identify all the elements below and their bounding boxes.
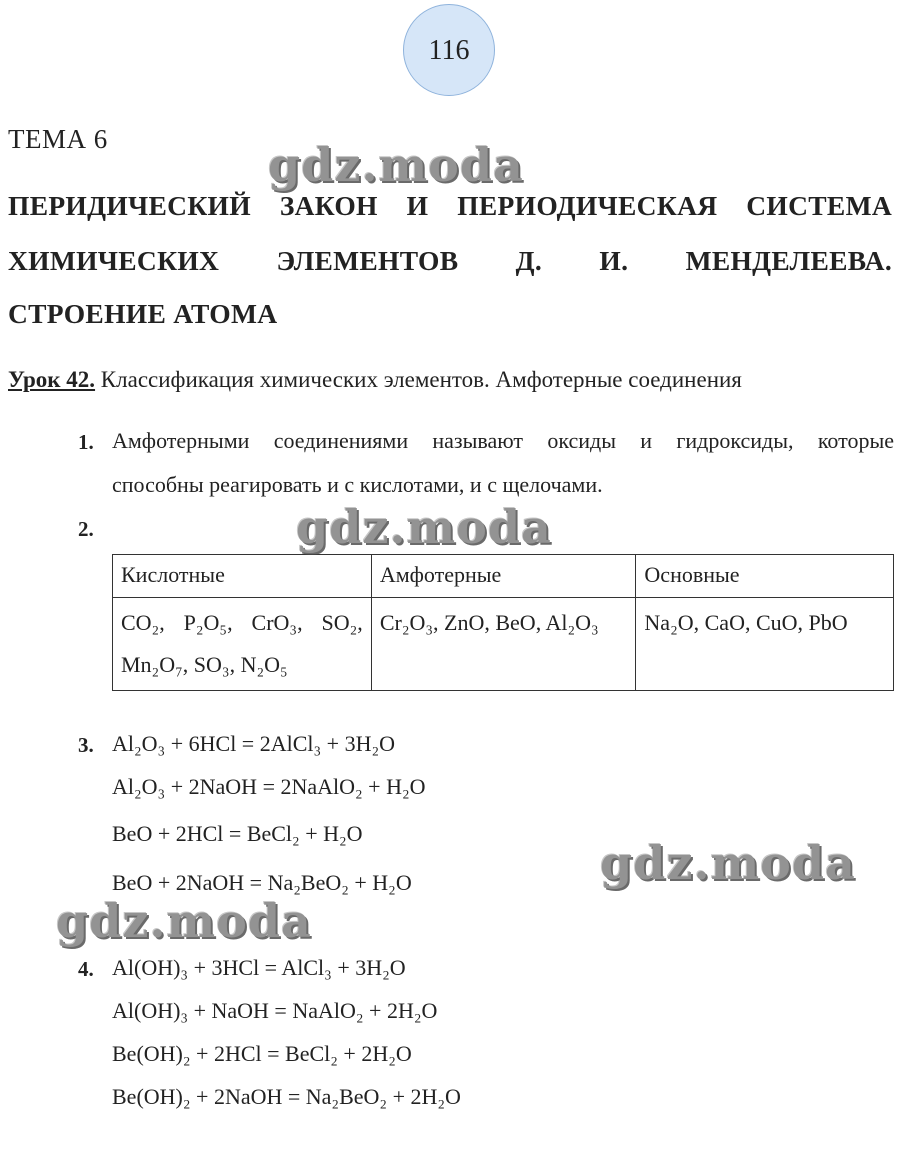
equation: BeO + 2HCl = BeCl₂ + H₂O bbox=[112, 821, 363, 846]
equation: Al₂O₃ + 2NaOH = 2NaAlO₂ + H₂O bbox=[112, 774, 426, 799]
chapter-title-line-3: СТРОЕНИЕ АТОМА bbox=[8, 298, 278, 329]
chapter-title-line-2: ХИМИЧЕСКИХ ЭЛЕМЕНТОВ Д. И. МЕНДЕЛЕЕВА. bbox=[8, 245, 892, 276]
acidic-line-1 bbox=[121, 602, 363, 644]
watermark: gdz.moda bbox=[600, 836, 856, 890]
watermark: gdz.moda bbox=[268, 138, 524, 192]
acidic-oxide: CO₂, bbox=[121, 610, 165, 635]
cell-acidic bbox=[113, 598, 372, 691]
acidic-line-2: Mn₂O₇, SO₃, N₂O₅ bbox=[121, 652, 288, 677]
cell-basic: Na₂O, CaO, CuO, PbO bbox=[636, 598, 894, 691]
acidic-oxide: CrO₃, bbox=[251, 610, 303, 635]
item1-line-1: Амфотерными соединениями называют оксиды и гидроксиды, которые bbox=[112, 428, 894, 453]
item-number-1: 1. bbox=[78, 430, 94, 454]
header-amphoteric: Амфотерные bbox=[371, 555, 636, 598]
equation: Be(OH)₂ + 2NaOH = Na₂BeO₂ + 2H₂O bbox=[112, 1084, 461, 1109]
item-number-3: 3. bbox=[78, 733, 94, 757]
equation: BeO + 2NaOH = Na₂BeO₂ + H₂O bbox=[112, 870, 412, 895]
header-basic: Основные bbox=[636, 555, 894, 598]
table-row bbox=[113, 598, 894, 691]
lesson-heading bbox=[8, 367, 742, 393]
item-number-4: 4. bbox=[78, 957, 94, 981]
watermark: gdz.moda bbox=[296, 500, 552, 554]
cell-amphoteric: Cr₂O₃, ZnO, BeO, Al₂O₃ bbox=[371, 598, 636, 691]
equation: Al(OH)₃ + 3HCl = AlCl₃ + 3H₂O bbox=[112, 955, 406, 980]
oxide-classification-table bbox=[112, 554, 894, 691]
chapter-title-line-1: ПЕРИДИЧЕСКИЙ ЗАКОН И ПЕРИОДИЧЕСКАЯ СИСТЕМА bbox=[8, 190, 892, 221]
equation: Al(OH)₃ + NaOH = NaAlO₂ + 2H₂O bbox=[112, 998, 438, 1023]
header-acidic: Кислотные bbox=[113, 555, 372, 598]
watermark: gdz.moda bbox=[56, 894, 312, 948]
acidic-oxide: P₂O₅, bbox=[183, 610, 233, 635]
page-number: 116 bbox=[403, 4, 495, 96]
acidic-oxide: SO₂, bbox=[321, 610, 363, 635]
lesson-number: Урок 42. bbox=[8, 367, 96, 392]
table-header-row bbox=[113, 555, 894, 598]
item1-line-2: способны реагировать и с кислотами, и с щелочами. bbox=[112, 472, 603, 497]
equation: Al₂O₃ + 6HCl = 2AlCl₃ + 3H₂O bbox=[112, 731, 396, 756]
topic-label: ТЕМА 6 bbox=[8, 124, 108, 154]
item-number-2: 2. bbox=[78, 517, 94, 541]
equation: Be(OH)₂ + 2HCl = BeCl₂ + 2H₂O bbox=[112, 1041, 412, 1066]
lesson-title: Классификация химических элементов. Амфотерные соединения bbox=[100, 367, 742, 392]
